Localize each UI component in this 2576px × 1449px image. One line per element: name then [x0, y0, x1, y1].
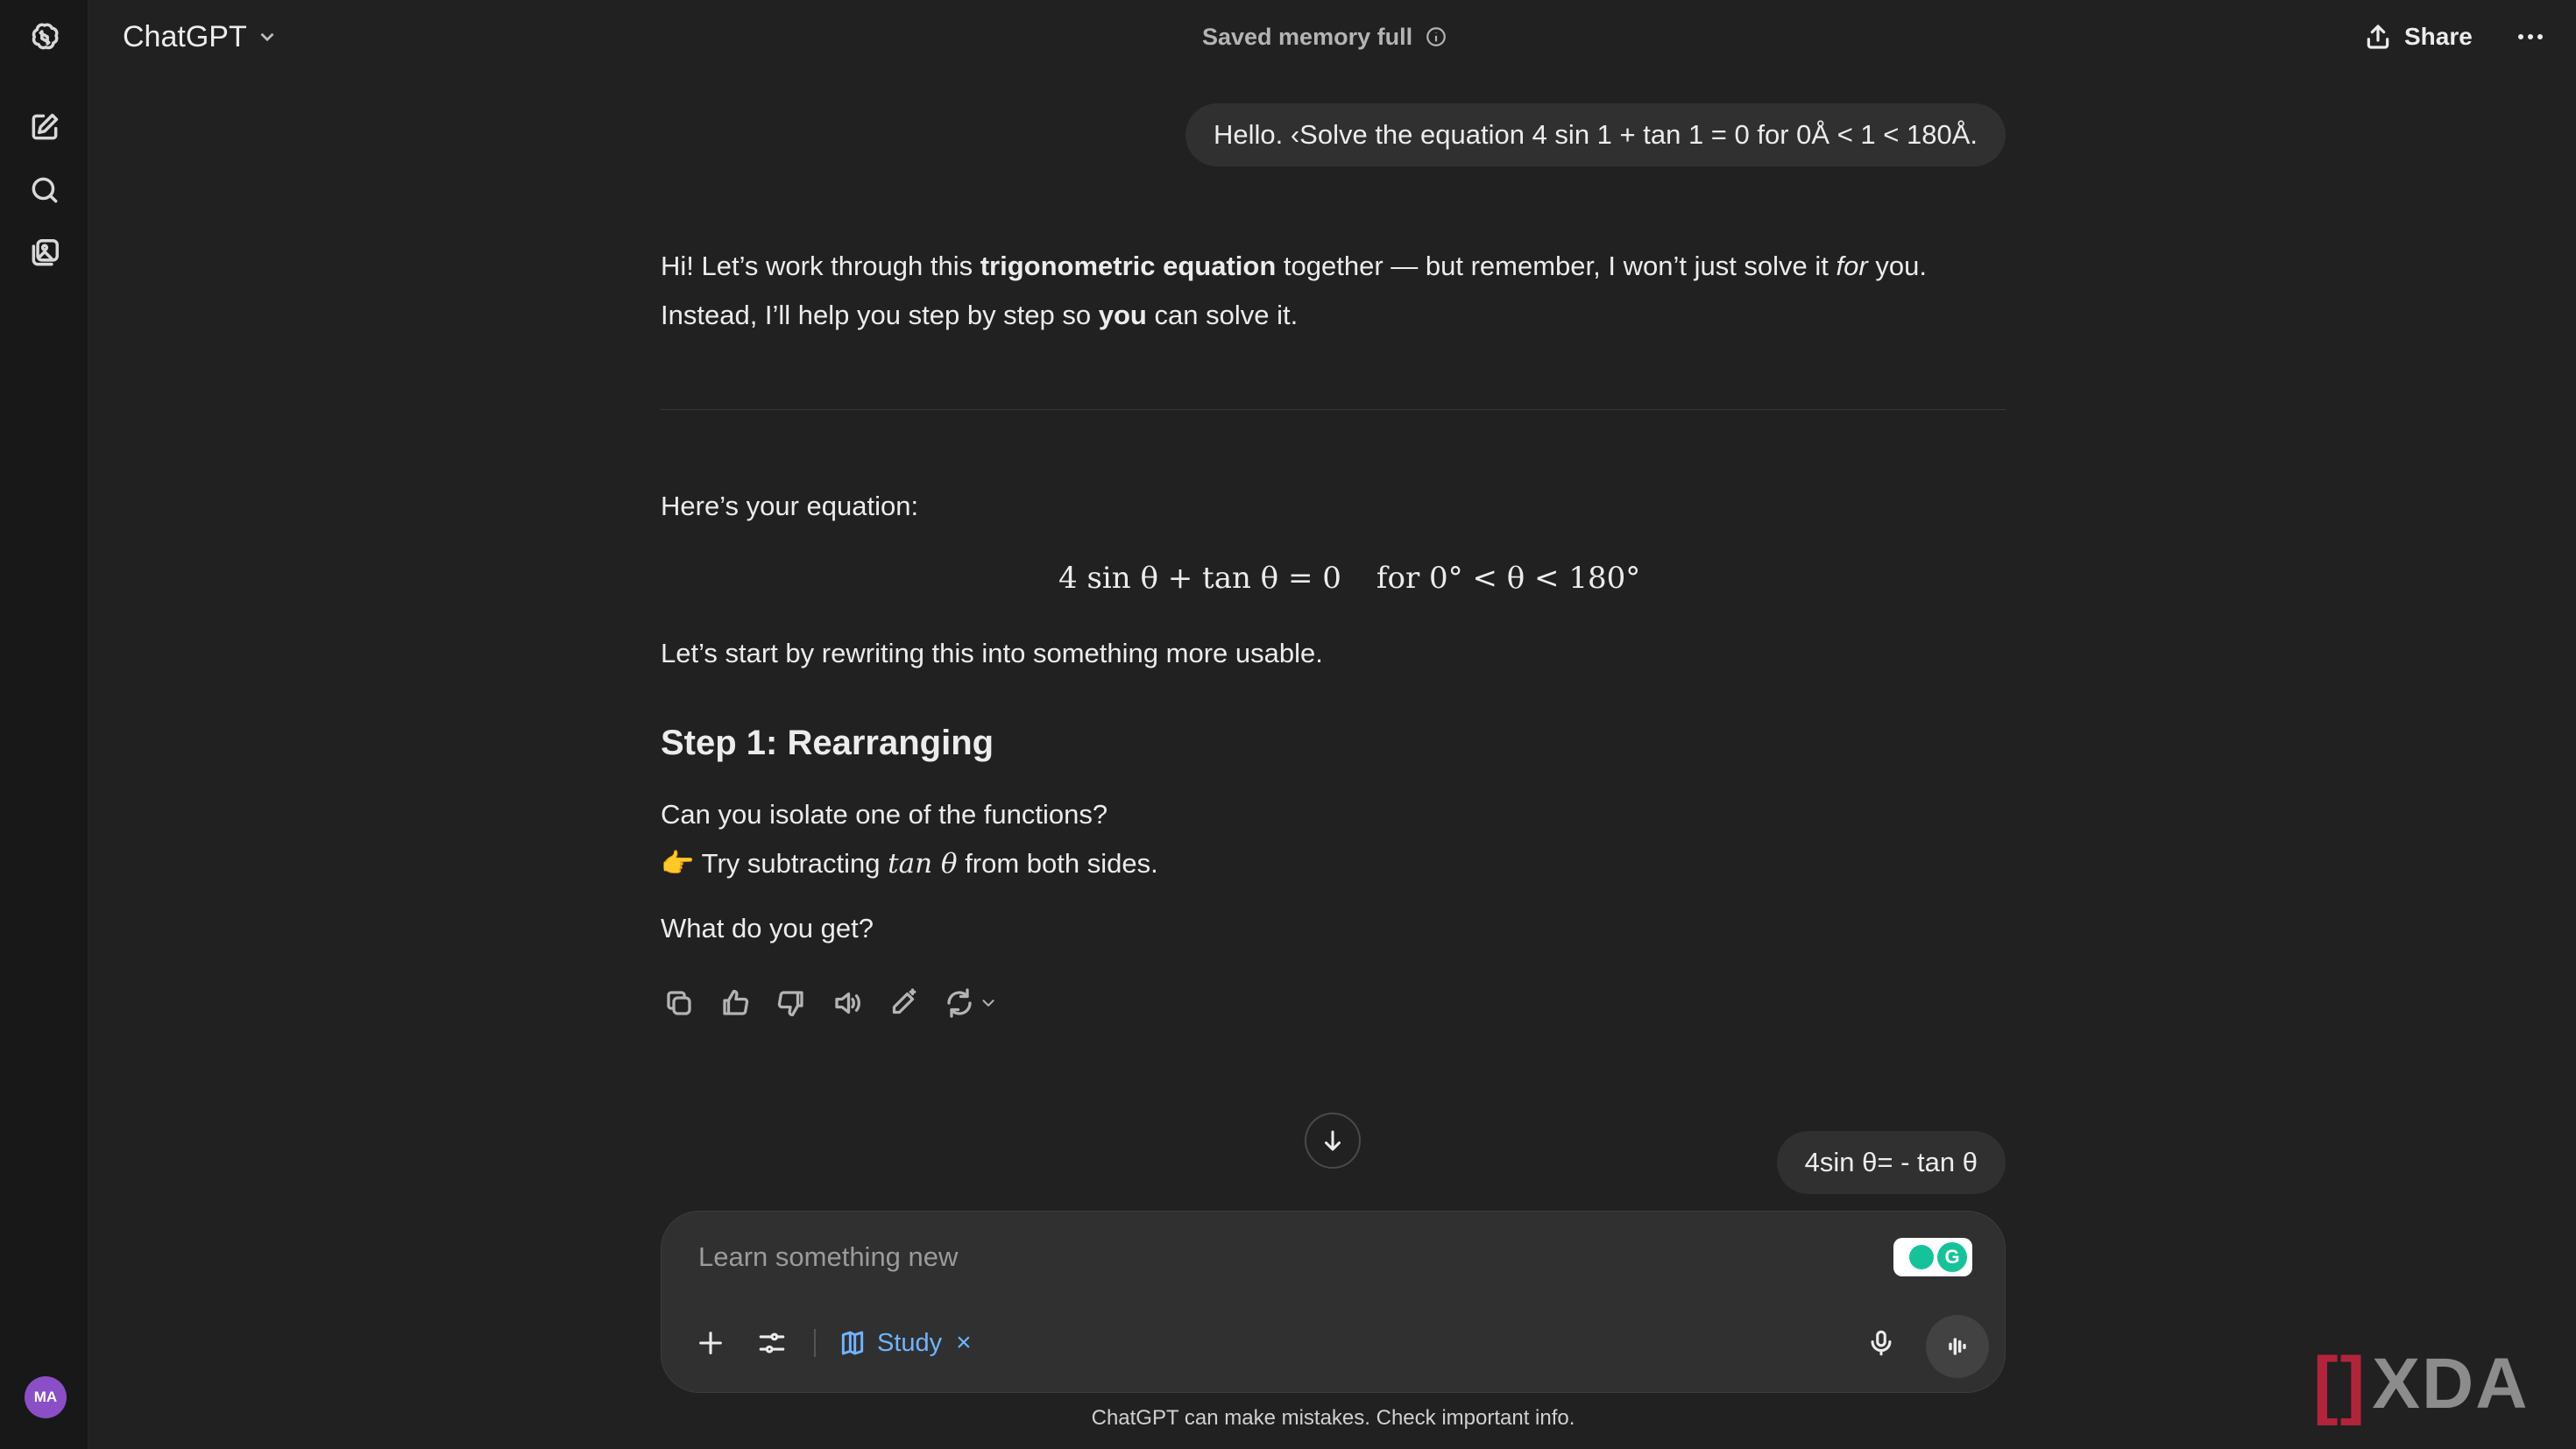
- grammarly-logo-icon: G: [1937, 1242, 1967, 1272]
- share-button[interactable]: [2364, 18, 2473, 56]
- pending-user-message: [1777, 1131, 2006, 1194]
- study-mode-label: Study: [877, 1328, 943, 1357]
- intro-text: you.: [1867, 251, 1927, 281]
- read-aloud-button[interactable]: [829, 985, 866, 1021]
- intro-line-1: [661, 242, 2006, 291]
- section-divider: [661, 409, 2006, 410]
- edit-in-canvas-button[interactable]: [885, 985, 922, 1021]
- equation-display: [1058, 554, 1640, 603]
- copy-button[interactable]: [661, 985, 697, 1021]
- add-attachment-button[interactable]: [691, 1324, 730, 1362]
- search-chats-button[interactable]: [25, 170, 65, 210]
- microphone-icon: [1866, 1328, 1896, 1358]
- step-heading: Step 1: Rearranging: [661, 724, 994, 762]
- memory-status[interactable]: [1202, 19, 1447, 54]
- avatar[interactable]: MA: [25, 1376, 67, 1418]
- openai-logo-button[interactable]: [25, 18, 65, 58]
- more-dot-icon: [2528, 34, 2533, 39]
- tools-button[interactable]: [753, 1324, 791, 1362]
- sliders-icon: [757, 1328, 787, 1358]
- toolbar-divider: [814, 1329, 816, 1357]
- grammarly-widget[interactable]: [1893, 1238, 1972, 1276]
- search-icon: [28, 173, 61, 207]
- pending-message-text: 4sin θ= - tan θ: [1804, 1147, 1978, 1177]
- pointing-hand-icon: 👉: [661, 848, 695, 879]
- grammarly-bulb-icon: [1909, 1245, 1934, 1269]
- edit-icon: [888, 987, 919, 1019]
- more-dot-icon: [2518, 34, 2523, 39]
- xda-watermark: [2313, 1341, 2530, 1426]
- hint-text: from both sides.: [957, 848, 1158, 879]
- thumbs-down-button[interactable]: [773, 985, 810, 1021]
- openai-logo-icon: [28, 21, 61, 54]
- plus-icon: [696, 1328, 725, 1358]
- memory-status-label: Saved memory full: [1202, 23, 1413, 50]
- xda-bracket-logo: []: [2313, 1341, 2367, 1426]
- regenerate-icon: [944, 987, 975, 1019]
- intro-line-2: [661, 291, 2006, 340]
- more-options-button[interactable]: [2513, 19, 2548, 54]
- library-button[interactable]: [25, 233, 65, 273]
- dictate-button[interactable]: [1862, 1324, 1900, 1362]
- thumbs-down-icon: [775, 987, 807, 1019]
- disclaimer: ChatGPT can make mistakes. Check important info.: [1091, 1406, 1575, 1430]
- share-icon: [2364, 23, 2392, 51]
- equation-left: 4 sin θ + tan θ = 0: [1058, 561, 1341, 596]
- library-icon: [28, 237, 61, 270]
- new-chat-button[interactable]: [25, 107, 65, 147]
- intro-italic: for: [1836, 251, 1868, 281]
- book-icon: [839, 1329, 867, 1357]
- rewrite-text: Let’s start by rewriting this into something more usable.: [661, 638, 1323, 668]
- model-selector[interactable]: [123, 18, 279, 56]
- hint-text: Try subtracting: [694, 848, 888, 879]
- more-dot-icon: [2537, 34, 2543, 39]
- intro-bold: trigonometric equation: [980, 251, 1277, 281]
- study-mode-chip[interactable]: [839, 1328, 972, 1358]
- regenerate-button[interactable]: [941, 985, 1001, 1021]
- message-input[interactable]: Learn something new: [698, 1241, 959, 1272]
- intro-text: Hi! Let’s work through this: [661, 251, 980, 281]
- assistant-intro: [661, 242, 2006, 340]
- user-message-bubble: [1185, 103, 2006, 166]
- chevron-down-icon: [256, 25, 279, 48]
- read-aloud-icon: [832, 987, 863, 1019]
- close-icon[interactable]: ×: [956, 1328, 972, 1357]
- thumbs-up-button[interactable]: [717, 985, 754, 1021]
- voice-mode-button[interactable]: [1926, 1315, 1989, 1378]
- chevron-down-icon: [979, 993, 998, 1013]
- step-question: Can you isolate one of the functions?: [661, 799, 1108, 830]
- copy-icon: [663, 987, 695, 1019]
- equation-label: Here’s your equation:: [661, 491, 919, 521]
- hint-math: tan θ: [888, 848, 958, 880]
- followup-question: What do you get?: [661, 913, 874, 944]
- arrow-down-icon: [1320, 1127, 1346, 1154]
- equation-condition: for 0° < θ < 180°: [1376, 561, 1641, 596]
- composer: [661, 1211, 2006, 1393]
- step-body: [661, 790, 2006, 888]
- new-chat-icon: [28, 110, 61, 144]
- intro-text: together — but remember, I won’t just solve it: [1276, 251, 1836, 281]
- voice-waveform-icon: [1943, 1332, 1971, 1361]
- share-label: Share: [2404, 23, 2473, 50]
- composer-toolbar: [691, 1317, 972, 1369]
- intro-text: Instead, I’ll help you step by step so: [661, 300, 1099, 330]
- app-title: ChatGPT: [123, 19, 247, 53]
- intro-text: can solve it.: [1146, 300, 1299, 330]
- message-actions: [661, 983, 1001, 1023]
- sidebar-rail: [0, 0, 88, 1449]
- hint-line: [661, 839, 2006, 888]
- info-icon: [1425, 25, 1447, 48]
- thumbs-up-icon: [719, 987, 751, 1019]
- intro-bold: you: [1098, 300, 1147, 330]
- user-message-text: Hello. ‹Solve the equation 4 sin 1 + tan 1 = 0 for 0Å < 1 < 180Å.: [1213, 119, 1978, 150]
- scroll-to-bottom-button[interactable]: [1305, 1113, 1361, 1169]
- xda-text: XDA: [2372, 1344, 2530, 1424]
